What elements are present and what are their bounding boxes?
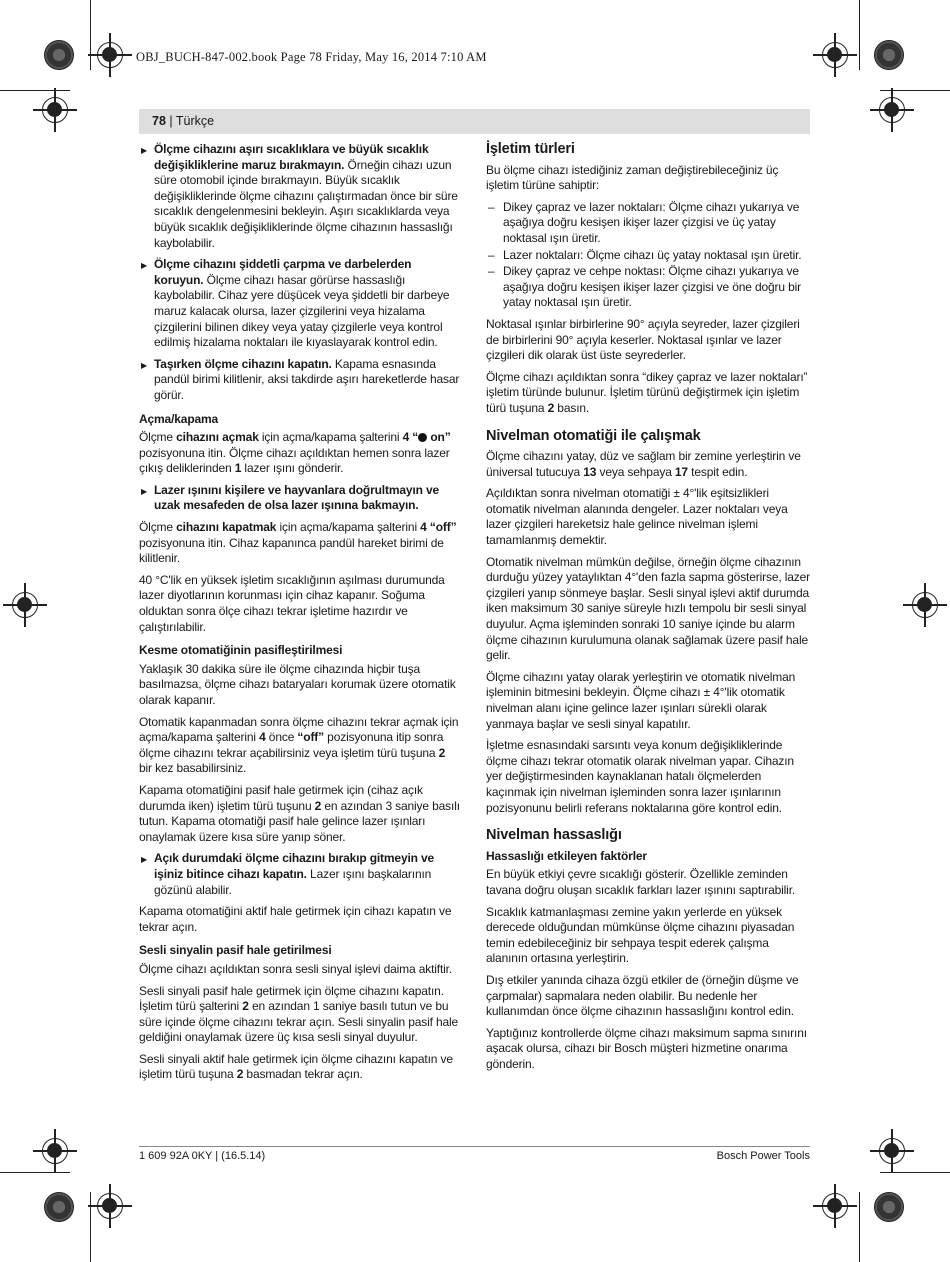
registration-mark-icon <box>42 1138 68 1164</box>
registration-mark-icon <box>12 592 38 618</box>
warning-bullet: ▶ Ölçme cihazını aşırı sıcaklıklara ve büyük sıcaklık değişikliklerine maruz bırakmayın. Örneğin cihazı uzun süre otomobil içinde bırakmayın. Büyük sıcaklık değişikliklerinde ölçme cihazını çalıştırmadan önce bir süre sıcaklık dengelenmesini bekleyin. Aşırı sıcaklıklarda veya büyük sıcaklık değişikliklerinde ölçme cihazının hassaslığı kaybolabilir. <box>139 142 461 251</box>
paragraph: 40 °C'lik en yüksek işletim sıcaklığının aşılması durumunda lazer diyotlarının korunması için cihaz kapanır. Soğuma olduktan sonra ölçe cihazı tekrar işletime hazırdır ve çalıştırılabilir. <box>139 572 445 634</box>
color-disc-icon <box>44 40 74 70</box>
section-title: İşletim türleri <box>486 141 575 157</box>
registration-mark-icon <box>822 42 848 68</box>
registration-mark-icon <box>912 592 938 618</box>
list-item: – Lazer noktaları: Ölçme cihazı üç yatay noktasal ışın üretir. <box>486 248 810 264</box>
section-heading: Hassaslığı etkileyen faktörler <box>486 848 647 863</box>
paragraph: Sesli sinyali aktif hale getirmek için ölçme cihazını kapatın ve işletim türü tuşuna 2 basmadan tekrar açın. <box>139 1051 453 1082</box>
registration-mark-icon <box>97 42 123 68</box>
page-number: 78 <box>152 114 166 128</box>
paragraph: Ölçme cihazını açmak için açma/kapama şalterini 4 “ on” pozisyonuna itin. Ölçme cihazı açıldıktan hemen sonra lazer çıkış deliklerinden 1 lazer ışını gönderir. <box>139 430 451 476</box>
footer-brand: Bosch Power Tools <box>716 1150 810 1162</box>
paragraph: Açıldıktan sonra nivelman otomatiği ± 4°'lik eşitsizlikleri otomatik nivelman alanında dengeler. Lazer noktaları veya lazer çizgileri hareketsiz hale gelince nivelman işlemi tamamlanmış demektir. <box>486 486 788 548</box>
registration-mark-icon <box>822 1193 848 1219</box>
paragraph: Yaptığınız kontrollerde ölçme cihazı maksimum sapma sınırını aşacak olursa, cihazı bir Bosch müşteri hizmetine onarıma gönderin. <box>486 1025 807 1071</box>
section-title: Nivelman otomatiği ile çalışmak <box>486 427 701 444</box>
paragraph: Yaklaşık 30 dakika süre ile ölçme cihazında hiçbir tuşa basılmazsa, ölçme cihazı bataryaları korumak üzere otomatik olarak kapanır. <box>139 661 456 707</box>
registration-mark-icon <box>42 97 68 123</box>
paragraph: Kapama otomatiğini pasif hale getirmek için (cihaz açık durumda iken) işletim türü tuşunu 2 en azından 3 saniye basılı tutun. Kapama otomatiği pasif hale gelince lazer ışınları onaylamak üzere kısa süre yanıp söner. <box>139 782 460 844</box>
paragraph: En büyük etkiyi çevre sıcaklığı gösterir. Özellikle zeminden tavana doğru oluşan sıcaklık farkları lazer ışınını saptırabilir. <box>486 867 796 897</box>
paragraph: Kapama otomatiğini aktif hale getirmek için cihazı kapatın ve tekrar açın. <box>139 904 452 934</box>
registration-mark-icon <box>879 97 905 123</box>
paragraph: Bu ölçme cihazı istediğiniz zaman değiştirebileceğiniz üç işletim türüne sahiptir: <box>486 162 779 193</box>
paragraph: Ölçme cihazını yatay olarak yerleştirin ve otomatik nivelman işleminin bitmesini bekleyin. Ölçme cihazı ± 4°'lik otomatik nivelman alanı içine gelince lazer ışınları sürekli olarak yanmaya başlar ve sesli sinyal kapatılır. <box>486 669 796 731</box>
section-heading: Sesli sinyalin pasif hale getirilmesi <box>139 943 332 958</box>
paragraph: İşletme esnasındaki sarsıntı veya konum değişikliklerinde ölçme cihazı tekrar otomatik olarak nivelman yapar. Cihazın yer değiştirmesinden kaynaklanan hatalı ölçmelerden kaçınmak için nivelman işleminden sonra lazer ışınlarının pozisyonunu belirli referans noktalarına göre kontrol edin. <box>486 738 794 815</box>
paragraph: Otomatik kapanmadan sonra ölçme cihazını tekrar açmak için açma/kapama şalterini 4 önce “off” pozisyonuna itip sonra ölçme cihazını tekrar açabilirsiniz veya işletim türü tuşuna 2 bir kez basabilirsiniz. <box>139 714 459 776</box>
power-symbol-icon <box>418 433 427 442</box>
left-column <box>139 142 461 1089</box>
color-disc-icon <box>874 40 904 70</box>
paragraph: Noktasal ışınlar birbirlerine 90° açıyla seyreder, lazer çizgileri de birbirlerini 90° açıyla keserler. Noktasal ışınlar ve lazer çizgileri dik olarak üst üste seyrederler. <box>486 316 800 363</box>
paragraph: Dış etkiler yanında cihaza özgü etkiler de (örneğin düşme ve çarpmalar) sapmalara neden olabilir. Bu nedenle her kullanımdan önce ölçme cihazının hassaslığını kontrol edin. <box>486 972 799 1019</box>
warning-bullet: ▶ Açık durumdaki ölçme cihazını bırakıp gitmeyin ve işiniz bitince cihazı kapatın. Lazer ışını başkalarının gözünü alabilir. <box>139 851 461 898</box>
header-separator: | <box>165 114 176 128</box>
paragraph: Sıcaklık katmanlaşması zemine yakın yerlerde en yüksek derecede olduğundan mümkünse ölçme cihazını piyasadan temin edebileceğiniz bir sehpaya tespit ederek çalışma alanının ortasına yerleştirin. <box>486 904 795 966</box>
color-disc-icon <box>874 1192 904 1222</box>
paragraph: Ölçme cihazını kapatmak için açma/kapama şalterini 4 “off” pozisyonuna itin. Cihaz kapanınca pandül hareket birimi de kilitlenir. <box>139 520 457 566</box>
paragraph: Ölçme cihazı açıldıktan sonra sesli sinyal işlevi daima aktiftir. <box>139 961 453 976</box>
file-info-line: OBJ_BUCH-847-002.book Page 78 Friday, May 16, 2014 7:10 AM <box>136 50 487 64</box>
page-header <box>139 109 810 134</box>
list-item: – Dikey çapraz ve cehpe noktası: Ölçme cihazı yukarıya ve aşağıya doğru kesişen ikişer lazer çizgisi ve öne doğru bir yatay noktasal ışın üretir. <box>486 264 810 311</box>
section-heading: Açma/kapama <box>139 411 219 426</box>
paragraph: Otomatik nivelman mümkün değilse, örneğin ölçme cihazının durduğu yüzey yataylıktan 4°'den fazla sapma gösterirse, lazer çizgileri yanıp sönmeye başlar. Sesli sinyal işlevi aktif durumda iken maksimum 30 saniye süreyle hızlı tempolu bir sesli sinyal duyulur. Açma işleminden sonraki 10 saniye içinde bu alarm ölçme cihazının kurulumuna olanak sağlamak üzere pasif hale gelir. <box>486 554 810 663</box>
footer-doc-number: 1 609 92A 0KY | (16.5.14) <box>139 1150 266 1162</box>
page-footer <box>139 1146 810 1162</box>
header-language: Türkçe <box>175 114 215 128</box>
list-item: – Dikey çapraz ve lazer noktaları: Ölçme cihazı yukarıya ve aşağıya doğru kesişen ikişer lazer çizgisi ve üç yatay noktasal ışın üretir. <box>486 200 810 247</box>
warning-bullet: ▶ Lazer ışınını kişilere ve hayvanlara doğrultmayın ve uzak mesafeden de olsa lazer ışınına bakmayın. <box>139 483 461 514</box>
warning-bullet: ▶ Ölçme cihazını şiddetli çarpma ve darbelerden koruyun. Ölçme cihazı hasar görürse hassaslığı kaybolabilir. Cihaz yere düşücek veya şiddetli bir darbeye maruz kalacak olursa, lazer çizgilerini veya hizalama çizgilerini bilinen dikey veya yatay çizgilerle veya kontrol edilmiş hizalama noktaları ile kıyaslayarak kontrol edin. <box>139 257 461 351</box>
registration-mark-icon <box>879 1138 905 1164</box>
section-title: Nivelman hassaslığı <box>486 827 622 844</box>
paragraph: Ölçme cihazını yatay, düz ve sağlam bir zemine yerleştirin ve üniversal tutucuya 13 veya sehpaya 17 tespit edin. <box>486 449 801 479</box>
paragraph: Ölçme cihazı açıldıktan sonra “dikey çapraz ve lazer noktaları” işletim türünde bulunur. İşletim türünü değiştirmek için işletim türü tuşuna 2 basın. <box>486 369 808 415</box>
color-disc-icon <box>44 1192 74 1222</box>
registration-mark-icon <box>97 1193 123 1219</box>
warning-bullet: ▶ Taşırken ölçme cihazını kapatın. Kapama esnasında pandül birimi kilitlenir, aksi takdirde aşırı hareketlerde hasar görür. <box>139 357 461 404</box>
section-heading: Kesme otomatiğinin pasifleştirilmesi <box>139 643 343 658</box>
paragraph: Sesli sinyali pasif hale getirmek için ölçme cihazını kapatın. İşletim türü şalterini 2 en azından 1 saniye basılı tutun ve bu süre içinde ölçme cihazını tekrar açın. Sesli sinyalin pasif hale geldiğini onaylamak üzere üç kısa sesli sinyal duyulur. <box>139 983 459 1045</box>
right-column <box>486 142 810 1078</box>
